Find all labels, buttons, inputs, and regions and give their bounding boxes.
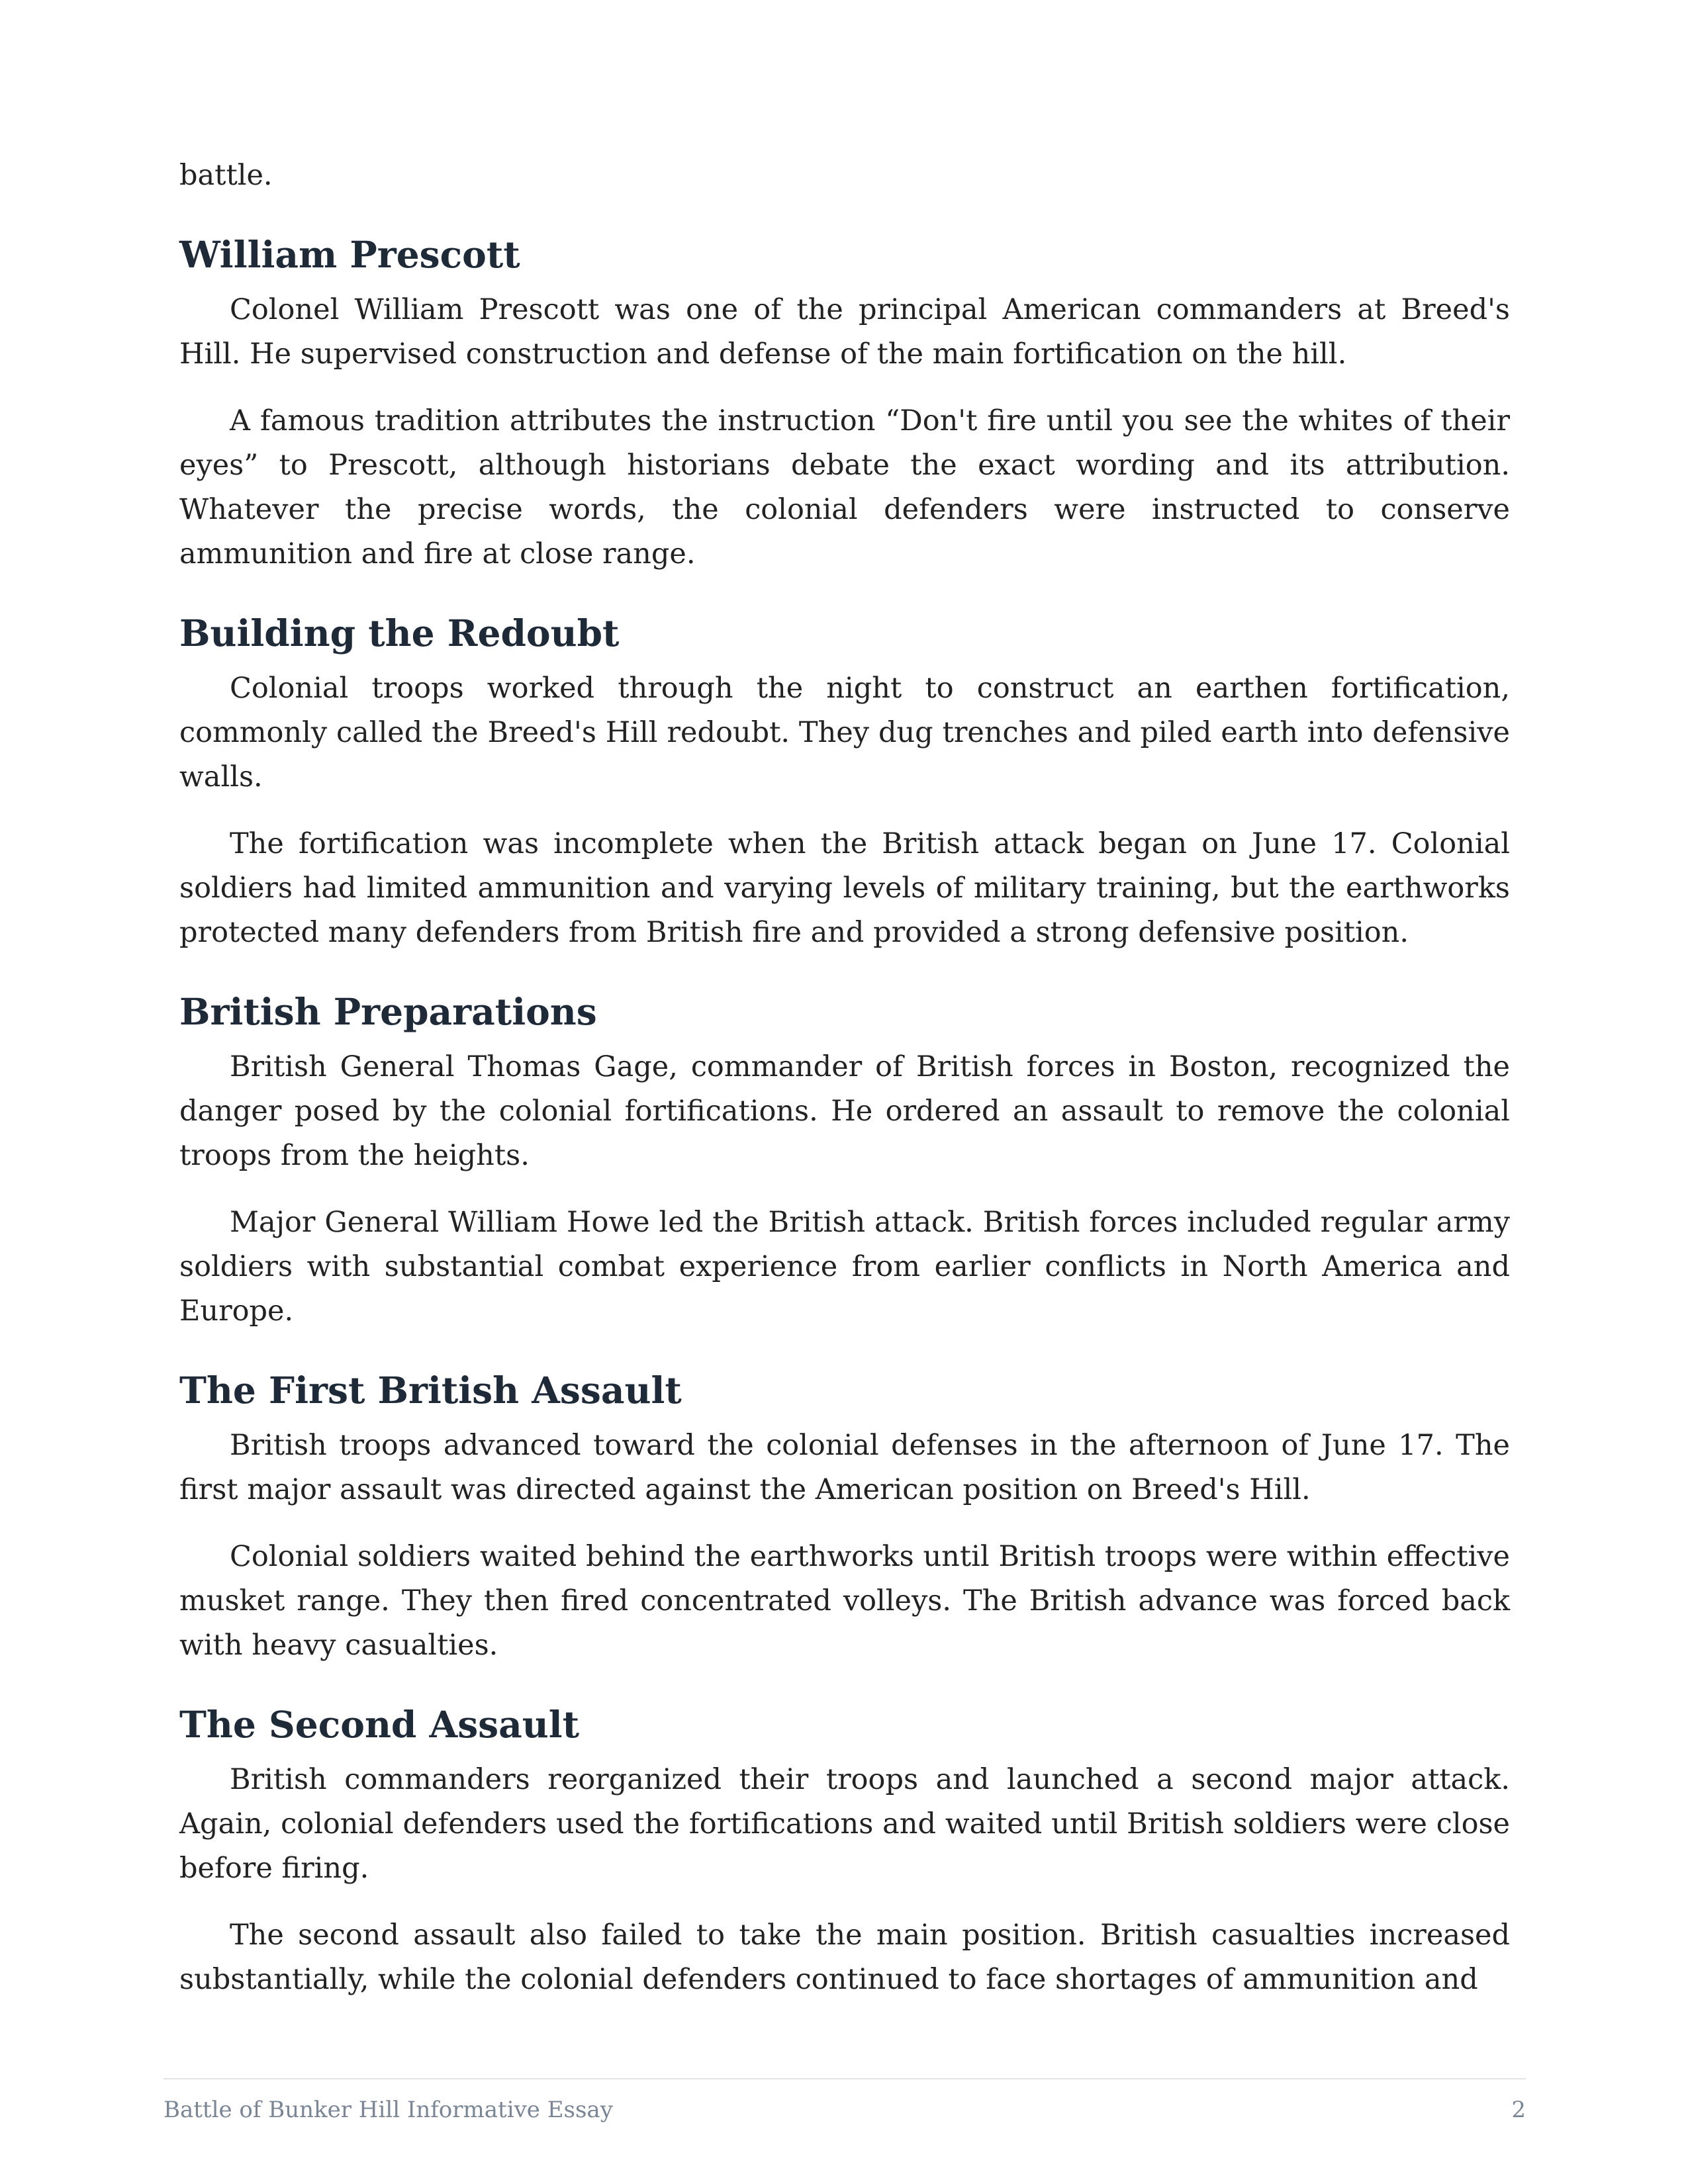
section-heading-second-assault: The Second Assault bbox=[179, 1703, 580, 1746]
paragraph: British commanders reorganized their troops and launched a second major attack. Again, colonial defenders used the fortifications and waited until British soldiers were close before firing. bbox=[179, 1763, 1510, 1885]
section-heading-william-prescott: William Prescott bbox=[179, 233, 520, 276]
paragraph: The fortification was incomplete when the British attack began on June 17. Colonial soldiers had limited ammunition and varying levels of military training, but the earthworks protected many defenders from British fire and provided a strong defensive position. bbox=[179, 827, 1510, 949]
footer-title: Battle of Bunker Hill Informative Essay bbox=[164, 2097, 613, 2123]
paragraph: Colonial troops worked through the night to construct an earthen fortification, commonly called the Breed's Hill redoubt. They dug trenches and piled earth into defensive walls. bbox=[179, 672, 1510, 794]
page-number: 2 bbox=[1511, 2097, 1526, 2123]
page-footer bbox=[164, 2078, 1526, 2123]
paragraph: Major General William Howe led the British attack. British forces included regular army soldiers with substantial combat experience from earlier conflicts in North America and Europe. bbox=[179, 1206, 1510, 1328]
paragraph: Colonial soldiers waited behind the earthworks until British troops were within effective musket range. They then fired concentrated volleys. The British advance was forced back with heavy casualties. bbox=[179, 1540, 1510, 1662]
paragraph: Colonel William Prescott was one of the principal American commanders at Breed's Hill. He supervised construction and defense of the main fortification on the hill. bbox=[179, 293, 1510, 371]
document-body bbox=[179, 154, 1510, 2002]
paragraph: A famous tradition attributes the instruction “Don't fire until you see the whites of their eyes” to Prescott, although historians debate the exact wording and its attribution. Whatever the precise words, the colonial defenders were instructed to conserve ammunition and fire at close range. bbox=[179, 404, 1510, 570]
paragraph: The second assault also failed to take the main position. British casualties increased substantially, while the colonial defenders continued to face shortages of ammunition and bbox=[179, 1919, 1510, 1996]
paragraph: British troops advanced toward the colonial defenses in the afternoon of June 17. The first major assault was directed against the American position on Breed's Hill. bbox=[179, 1429, 1510, 1506]
section-heading-british-preparations: British Preparations bbox=[179, 990, 597, 1033]
paragraph: British General Thomas Gage, commander of British forces in Boston, recognized the danger posed by the colonial fortifications. He ordered an assault to remove the colonial troops from the heights. bbox=[179, 1050, 1510, 1172]
section-heading-first-british-assault: The First British Assault bbox=[179, 1369, 682, 1412]
continuation-text: battle. bbox=[179, 159, 273, 192]
section-heading-building-the-redoubt: Building the Redoubt bbox=[179, 612, 620, 655]
